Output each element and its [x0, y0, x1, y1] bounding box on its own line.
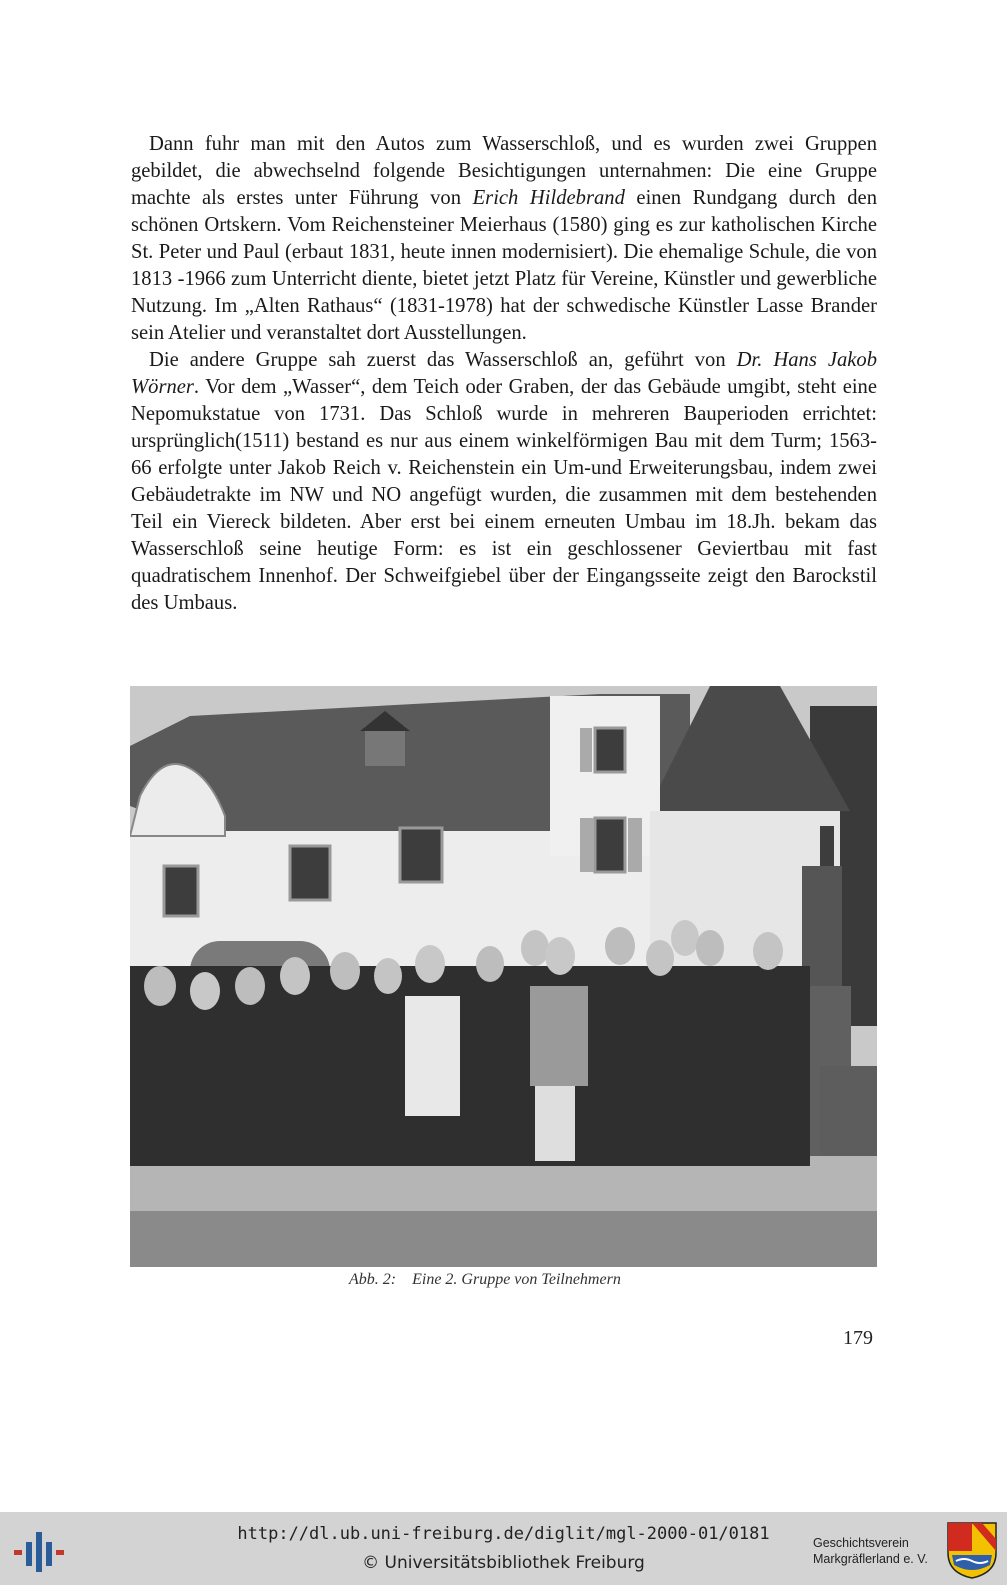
- article-text: [131, 131, 877, 617]
- figure-caption: Abb. 2: Eine 2. Gruppe von Teilnehmern: [349, 1271, 621, 1288]
- footer-bar: [0, 1512, 1007, 1585]
- group-photo: [130, 686, 877, 1267]
- footer-url-link[interactable]: http://dl.ub.uni-freiburg.de/diglit/mgl-2000-01/0181: [237, 1524, 770, 1544]
- person-name-woerner: Dr. Hans Jakob Wörner: [131, 349, 877, 398]
- paragraph-1-text-b: einen Rundgang durch den schönen Ortskern. Vom Reichensteiner Meierhaus (1580) ging es zur katholischen Kirche St. Peter und Paul (erbaut 1831, heute innen modernisiert). Die ehemalige Schule, die von 1813 -1966 zum Unterricht diente, bietet jetzt Platz für Vereine, Künstler und gewerbliche Nutzung. Im „Alten Rathaus“ (1831-1978) hat der schwedische Künstler Lasse Brander sein Atelier und veranstaltet dort Ausstellungen.: [131, 187, 877, 344]
- paragraph-1-text-a: Dann fuhr man mit den Autos zum Wasserschloß, und es wurden zwei Gruppen gebildet, die abwechselnd folgende Besichtigungen unternahmen: Die eine Gruppe machte als erstes unter Führung von: [131, 133, 877, 209]
- paragraph-2-text-a: Die andere Gruppe sah zuerst das Wasserschloß an, geführt von: [149, 349, 737, 371]
- coat-of-arms-icon: [946, 1521, 998, 1579]
- person-name-hildebrand: Erich Hildebrand: [472, 187, 625, 209]
- footer-copyright: © Universitätsbibliothek Freiburg: [362, 1553, 645, 1573]
- footer-org-line-1: Geschichtsverein: [813, 1536, 909, 1550]
- footer-org-line-2: Markgräflerland e. V.: [813, 1552, 928, 1566]
- paragraph-2-text-b: . Vor dem „Wasser“, dem Teich oder Graben, der das Gebäude umgibt, steht eine Nepomukstatue von 1731. Das Schloß wurde in mehreren Bauperioden errichtet: ursprünglich(1511) bestand es nur aus einem winkelförmigen Bau mit dem Turm; 1563-66 erfolgte unter Jakob Reich v. Reichenstein ein Um-und Erweiterungsbau, indem zwei Gebäudetrakte im NW und NO angefügt wurden, die zusammen mit dem bestehenden Teil ein Viereck bildeten. Aber erst bei einem erneuten Umbau im 18.Jh. bekam das Wasserschloß seine heutige Form: es ist ein geschlossener Geviertbau mit fast quadratischem Innenhof. Der Schweifgiebel über der Eingangsseite zeigt den Barockstil des Umbaus.: [131, 376, 877, 614]
- footer-organization: [813, 1535, 928, 1567]
- page-number: 179: [843, 1327, 873, 1349]
- paragraph-1: [131, 131, 877, 347]
- group-photo-illustration: [130, 686, 877, 1267]
- paragraph-2: [131, 347, 877, 617]
